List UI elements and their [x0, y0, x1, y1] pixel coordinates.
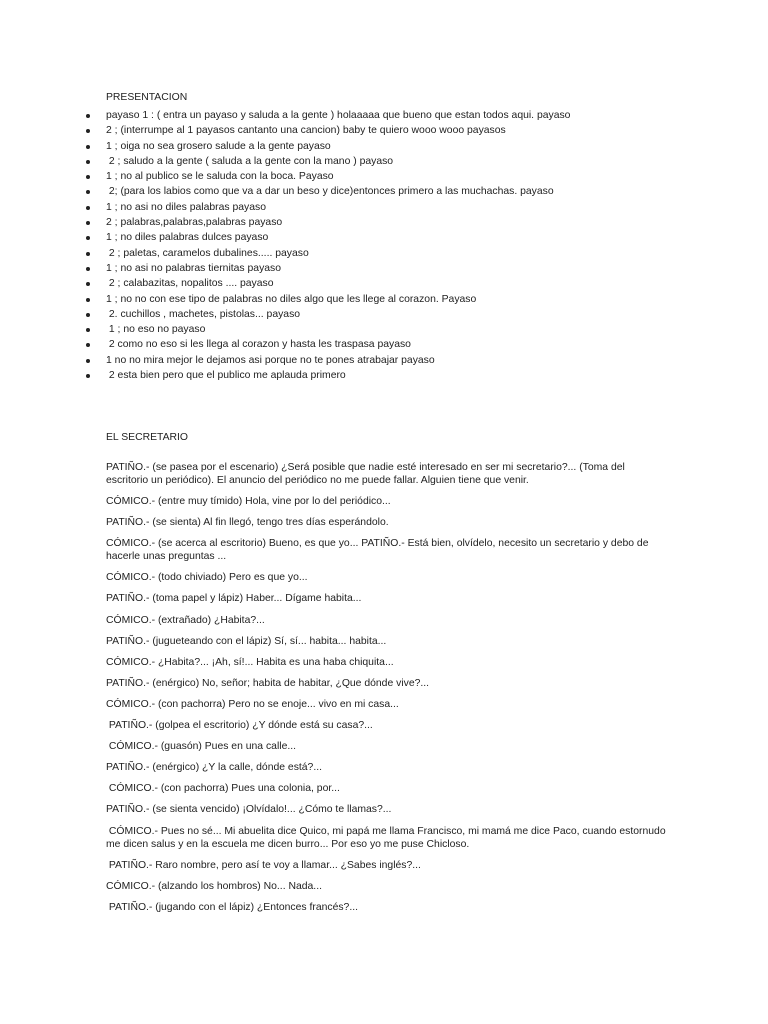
dialogue-paragraph: PATIÑO.- (se pasea por el escenario) ¿Será posible que nadie esté interesado en ser mi secretario?... (Toma del escritorio un periódico). El anuncio del periódico no me puede fallar. Alguien tiene que venir.	[106, 462, 628, 486]
bullet-text: 2 ; paletas, caramelos dubalines..... payaso	[106, 247, 309, 259]
bullet-item	[0, 200, 700, 215]
bullet-item	[0, 307, 700, 322]
bullet-item	[0, 139, 700, 154]
section-heading-el-secretario: EL SECRETARIO	[106, 432, 188, 443]
bullet-item	[0, 230, 700, 245]
bullet-dot-icon	[86, 313, 90, 317]
bullet-text: 2 ; palabras,palabras,palabras payaso	[106, 217, 283, 229]
bullet-dot-icon	[86, 236, 90, 240]
bullet-text: 2 ; saludo a la gente ( saluda a la gente con la mano ) payaso	[106, 155, 394, 167]
bullet-dot-icon	[86, 374, 90, 378]
bullet-dot-icon	[86, 267, 90, 271]
bullet-item	[0, 337, 700, 352]
bullet-dot-icon	[86, 175, 90, 179]
bullet-dot-icon	[86, 343, 90, 347]
dialogue-paragraph: CÓMICO.- Pues no sé... Mi abuelita dice Quico, mi papá me llama Francisco, mi mamá me dice Paco, cuando estornudo me dicen salus y en la escuela me dicen burro... Por eso yo me puse Chicloso.	[106, 825, 669, 850]
bullet-dot-icon	[86, 129, 90, 133]
bullet-item	[0, 108, 700, 123]
bullet-dot-icon	[86, 298, 90, 302]
dialogue-paragraph: CÓMICO.- (con pachorra) Pero no se enoje... vivo en mi casa...	[106, 698, 399, 710]
bullet-item	[0, 154, 700, 169]
presentacion-bullet-list	[0, 108, 700, 383]
dialogue-paragraph: PATIÑO.- Raro nombre, pero así te voy a llamar... ¿Sabes inglés?...	[106, 859, 421, 871]
bullet-dot-icon	[86, 328, 90, 332]
bullet-item	[0, 261, 700, 276]
bullet-text: 1 ; no eso no payaso	[106, 324, 206, 336]
bullet-item	[0, 368, 700, 383]
dialogue-paragraph: CÓMICO.- (extrañado) ¿Habita?...	[106, 614, 265, 626]
dialogue-paragraph: PATIÑO.- (enérgico) No, señor; habita de habitar, ¿Que dónde vive?...	[106, 677, 430, 689]
dialogue-paragraph: PATIÑO.- (jugando con el lápiz) ¿Entonces francés?...	[106, 901, 358, 913]
dialogue-paragraph: PATIÑO.- (toma papel y lápiz) Haber... Dígame habita...	[106, 593, 362, 605]
dialogue-paragraph: PATIÑO.- (enérgico) ¿Y la calle, dónde está?...	[106, 762, 322, 774]
bullet-item	[0, 246, 700, 261]
bullet-dot-icon	[86, 221, 90, 225]
dialogue-paragraph: PATIÑO.- (se sienta vencido) ¡Olvídalo!... ¿Cómo te llamas?...	[106, 804, 392, 816]
bullet-text: 2 ; (interrumpe al 1 payasos cantanto una cancion) baby te quiero wooo wooo payasos	[106, 125, 506, 137]
dialogue-paragraph: PATIÑO.- (golpea el escritorio) ¿Y dónde está su casa?...	[106, 720, 373, 732]
dialogue-paragraph: CÓMICO.- ¿Habita?... ¡Ah, sí!... Habita es una haba chiquita...	[106, 656, 394, 668]
dialogue-paragraph: CÓMICO.- (entre muy tímido) Hola, vine por lo del periódico...	[106, 496, 391, 508]
bullet-dot-icon	[86, 359, 90, 363]
bullet-text: 1 ; no al publico se le saluda con la boca. Payaso	[106, 171, 334, 183]
dialogue-paragraph: CÓMICO.- (alzando los hombros) No... Nada...	[106, 880, 322, 892]
dialogue-paragraph: CÓMICO.- (se acerca al escritorio) Bueno, es que yo... PATIÑO.- Está bien, olvídelo, necesito un secretario y debo de hacerle unas preguntas ...	[106, 538, 652, 563]
bullet-dot-icon	[86, 190, 90, 194]
bullet-text: 1 ; no asi no diles palabras payaso	[106, 201, 267, 213]
bullet-dot-icon	[86, 206, 90, 210]
bullet-text: 1 no no mira mejor le dejamos asi porque no te pones atrabajar payaso	[106, 354, 435, 366]
bullet-dot-icon	[86, 252, 90, 256]
dialogue-paragraph: PATIÑO.- (jugueteando con el lápiz) Sí, sí... habita... habita...	[106, 635, 387, 647]
bullet-dot-icon	[86, 145, 90, 149]
bullet-item	[0, 353, 700, 368]
bullet-text: 1 ; no diles palabras dulces payaso	[106, 232, 269, 244]
bullet-dot-icon	[86, 160, 90, 164]
bullet-text: 1 ; no asi no palabras tiernitas payaso	[106, 262, 282, 274]
bullet-item	[0, 123, 700, 138]
bullet-item	[0, 276, 700, 291]
bullet-text: 2 ; calabazitas, nopalitos .... payaso	[106, 278, 274, 290]
bullet-item	[0, 322, 700, 337]
bullet-text: 1 ; no no con ese tipo de palabras no diles algo que les llege al corazon. Payaso	[106, 293, 477, 305]
dialogue-paragraph: CÓMICO.- (guasón) Pues en una calle...	[106, 741, 297, 753]
bullet-item	[0, 169, 700, 184]
dialogue-paragraph: CÓMICO.- (todo chiviado) Pero es que yo...	[106, 572, 308, 584]
bullet-text: 2 esta bien pero que el publico me aplauda primero	[106, 370, 346, 382]
bullet-text: 1 ; oiga no sea grosero salude a la gente payaso	[106, 140, 331, 152]
section-heading-presentacion: PRESENTACION	[106, 92, 188, 103]
bullet-text: 2; (para los labios como que va a dar un beso y dice)entonces primero a las muchachas. payaso	[106, 186, 554, 198]
bullet-item	[0, 184, 700, 199]
bullet-text: 2 como no eso si les llega al corazon y hasta les traspasa payaso	[106, 339, 411, 351]
bullet-dot-icon	[86, 282, 90, 286]
secretario-dialogue	[106, 461, 669, 922]
dialogue-paragraph: PATIÑO.- (se sienta) Al fin llegó, tengo tres días esperándolo.	[106, 517, 389, 529]
bullet-text: payaso 1 : ( entra un payaso y saluda a la gente ) holaaaaa que bueno que estan todos aqui. payaso	[106, 110, 571, 121]
dialogue-paragraph: CÓMICO.- (con pachorra) Pues una colonia, por...	[106, 783, 340, 795]
bullet-dot-icon	[86, 114, 90, 118]
bullet-item	[0, 292, 700, 307]
bullet-text: 2. cuchillos , machetes, pistolas... payaso	[106, 308, 301, 320]
bullet-item	[0, 215, 700, 230]
